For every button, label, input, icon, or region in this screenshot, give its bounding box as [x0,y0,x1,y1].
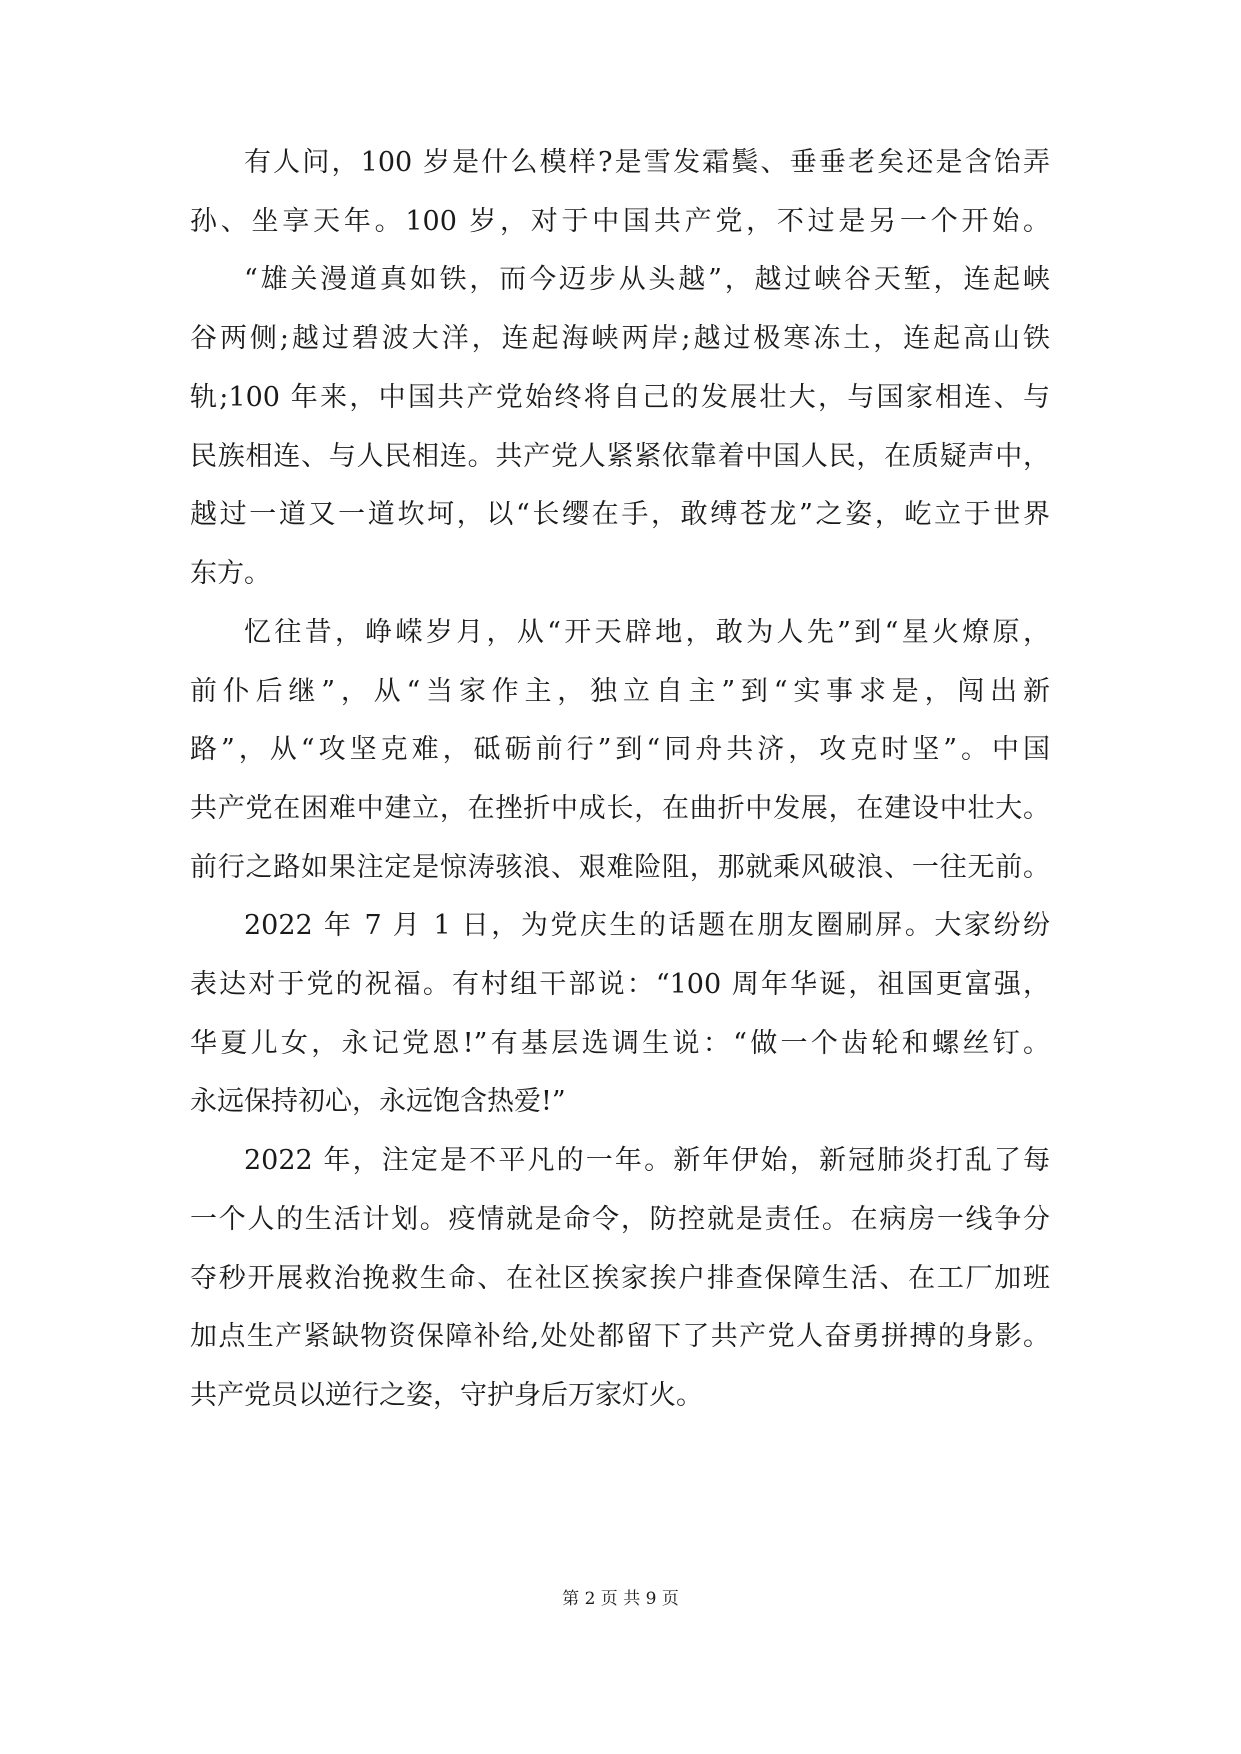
paragraph-line: 谷两侧;越过碧波大洋，连起海峡两岸;越过极寒冻土，连起高山铁 [190,323,1050,354]
paragraph-line: 有人问，100 岁是什么模样?是雪发霜鬓、垂垂老矣还是含饴弄 [244,147,1050,178]
paragraph-line: 忆往昔，峥嵘岁月，从“开天辟地，敢为人先”到“星火燎原， [244,617,1050,648]
paragraph-line: 孙、坐享天年。100 岁，对于中国共产党，不过是另一个开始。 [190,206,1050,237]
paragraph-line: 轨;100 年来，中国共产党始终将自己的发展壮大，与国家相连、与 [190,382,1050,413]
paragraph-line: 夺秒开展救治挽救生命、在社区挨家挨户排查保障生活、在工厂加班 [190,1263,1050,1294]
page-number-footer: 第 2 页 共 9 页 [562,1589,679,1609]
paragraph-line: 越过一道又一道坎坷，以“长缨在手，敢缚苍龙”之姿，屹立于世界 [190,499,1050,530]
paragraph-line: 前仆后继”，从“当家作主，独立自主”到“实事求是，闯出新 [190,676,1050,707]
paragraph-line: 路”，从“攻坚克难，砥砺前行”到“同舟共济，攻克时坚”。中国 [190,734,1050,765]
paragraph-line: 华夏儿女，永记党恩!”有基层选调生说：“做一个齿轮和螺丝钉。 [190,1028,1050,1059]
paragraph-line: 前行之路如果注定是惊涛骇浪、艰难险阻，那就乘风破浪、一往无前。 [190,852,1050,883]
paragraph-line: 表达对于党的祝福。有村组干部说：“100 周年华诞，祖国更富强， [190,969,1050,1000]
paragraph-line: 共产党员以逆行之姿，守护身后万家灯火。 [190,1380,703,1411]
paragraph-line: 共产党在困难中建立，在挫折中成长，在曲折中发展，在建设中壮大。 [190,793,1050,824]
paragraph-line: 一个人的生活计划。疫情就是命令，防控就是责任。在病房一线争分 [190,1204,1050,1235]
paragraph-line: 2022 年，注定是不平凡的一年。新年伊始，新冠肺炎打乱了每 [244,1145,1050,1176]
paragraph-line: “雄关漫道真如铁，而今迈步从头越”，越过峡谷天堑，连起峡 [244,264,1050,295]
paragraph-line: 2022 年 7 月 1 日，为党庆生的话题在朋友圈刷屏。大家纷纷 [244,910,1050,941]
paragraph-line: 永远保持初心，永远饱含热爱!” [190,1086,566,1117]
paragraph-line: 东方。 [190,558,271,589]
paragraph-line: 民族相连、与人民相连。共产党人紧紧依靠着中国人民，在质疑声中， [190,441,1050,472]
paragraph-line: 加点生产紧缺物资保障补给,处处都留下了共产党人奋勇拼搏的身影。 [190,1321,1050,1352]
